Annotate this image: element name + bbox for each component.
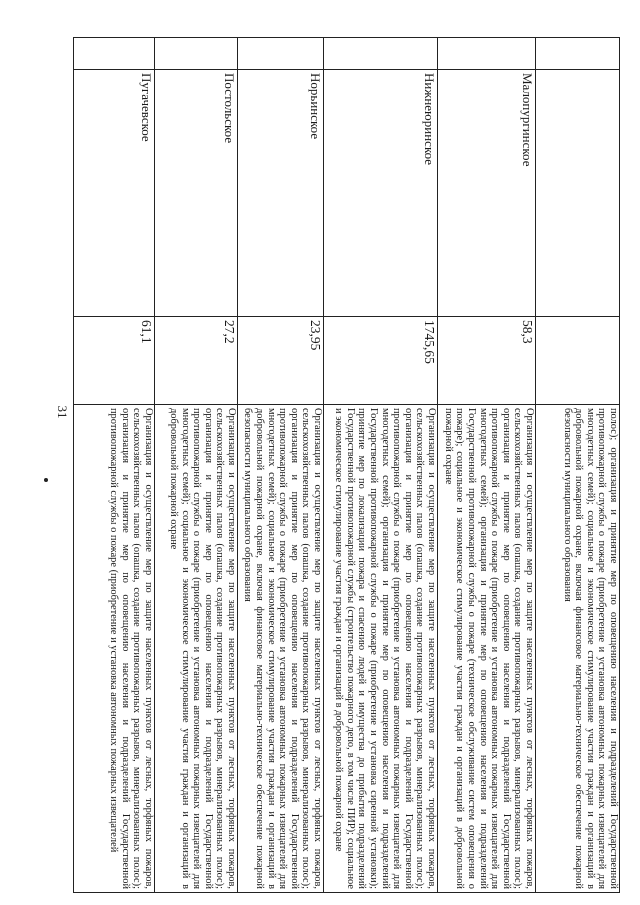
table-row — [536, 38, 620, 893]
settlement-fire-safety-table — [73, 37, 620, 893]
settlement-name-cell: Нижнеюринское — [324, 70, 438, 317]
table-row — [238, 38, 324, 893]
measures-description-cell: Организация и осуществление мер по защите населенных пунктов от лесных, торфяных пожаров, сельскохозяйственных палов (опашка, создание противопожарных разрывов, минерализованных полос); организация и принятие мер по оповещению населения и подразделений Государственной противопожарной службы о пожаре (приобретение и установка автономных пожарных извещателей — [74, 405, 155, 893]
row-number-cell — [74, 38, 155, 70]
settlement-name-cell: Норьинское — [238, 70, 324, 317]
amount-cell: 61,1 — [74, 317, 155, 405]
amount-cell: 27,2 — [155, 317, 238, 405]
settlement-name-cell: Пугачевское — [74, 70, 155, 317]
table-row — [74, 38, 155, 893]
measures-description-cell: Организация и осуществление мер по защите населенных пунктов от лесных, торфяных пожаров, сельскохозяйственных палов (опашка, создание противопожарных разрывов, минерализованных полос); организация и принятие мер по оповещению населения и подразделений Государственной противопожарной службы о пожаре (приобретение и установка автономных пожарных извещателей для многодетных семей); социальное и экономическое стимулирование участия граждан и организаций в добровольной пожарной охране, включая финансовое материально-техническое обеспечение пожарной безопасности муниципального образования — [238, 405, 324, 893]
table-row — [324, 38, 438, 893]
stray-mark — [44, 478, 48, 482]
settlement-name-cell: Постольское — [155, 70, 238, 317]
measures-description-cell: Организация и осуществление мер по защите населенных пунктов от лесных, торфяных пожаров, сельскохозяйственных палов (опашка, создание противопожарных разрывов, минерализованных полос); организация и принятие мер по оповещению населения и подразделений Государственной противопожарной службы о пожаре (приобретение и установка автономных пожарных извещателей для многодетных семей); организация и принятие мер по оповещению населения и подразделений Государственной противопожарной службы о пожаре (техническое обслуживание систем оповещения о пожаре); социальное и экономическое стимулирование участия граждан и организаций в добровольной пожарной охране — [438, 405, 536, 893]
measures-description-cell: Организация и осуществление мер по защите населенных пунктов от лесных, торфяных пожаров, сельскохозяйственных палов (опашка, создание противопожарных разрывов, минерализованных полос); организация и принятие мер по оповещению населения и подразделений Государственной противопожарной службы о пожаре (приобретение и установка автономных пожарных извещателей для многодетных семей); социальное и экономическое стимулирование участия граждан и организаций в добровольной пожарной охране — [155, 405, 238, 893]
row-number-cell — [536, 38, 620, 70]
settlement-name-cell — [536, 70, 620, 317]
amount-cell: 1745,65 — [324, 317, 438, 405]
page-number: 31 — [55, 405, 70, 419]
measures-description-cell: полос); организация и принятие мер по оповещению населения и подразделений Государственной противопожарной службы о пожаре (приобретение и установка автономных пожарных извещателей для многодетных семей); социальное и экономическое стимулирование участия граждан и организаций в добровольной пожарной охране, включая финансовое материально-техническое обеспечение пожарной безопасности муниципального образования — [536, 405, 620, 893]
table-row — [155, 38, 238, 893]
row-number-cell — [155, 38, 238, 70]
table-row — [438, 38, 536, 893]
amount-cell — [536, 317, 620, 405]
measures-description-cell: Организация и осуществление мер по защите населенных пунктов от лесных, торфяных пожаров, сельскохозяйственных палов (опашка, создание противопожарных разрывов, минерализованных полос); организация и принятие мер по оповещению населения и подразделений Государственной противопожарной службы о пожаре (приобретение и установка автономных пожарных извещателей для многодетных семей); организация и принятие мер по оповещению населения и подразделений Государственной противопожарной службы о пожаре (приобретение и установка сиренной установки); принятие мер по локализации пожара и спасению людей и имущества до прибытия подразделений Государственной противопожарной службы (строительство пожарного депо, в том числе ПИР); социальное и экономическое стимулирование участия граждан и организаций в добровольной пожарной охране — [324, 405, 438, 893]
settlement-name-cell: Малопургинское — [438, 70, 536, 317]
row-number-cell — [238, 38, 324, 70]
amount-cell: 58,3 — [438, 317, 536, 405]
amount-cell: 23,95 — [238, 317, 324, 405]
row-number-cell — [324, 38, 438, 70]
rotated-page-content — [74, 37, 620, 892]
row-number-cell — [438, 38, 536, 70]
